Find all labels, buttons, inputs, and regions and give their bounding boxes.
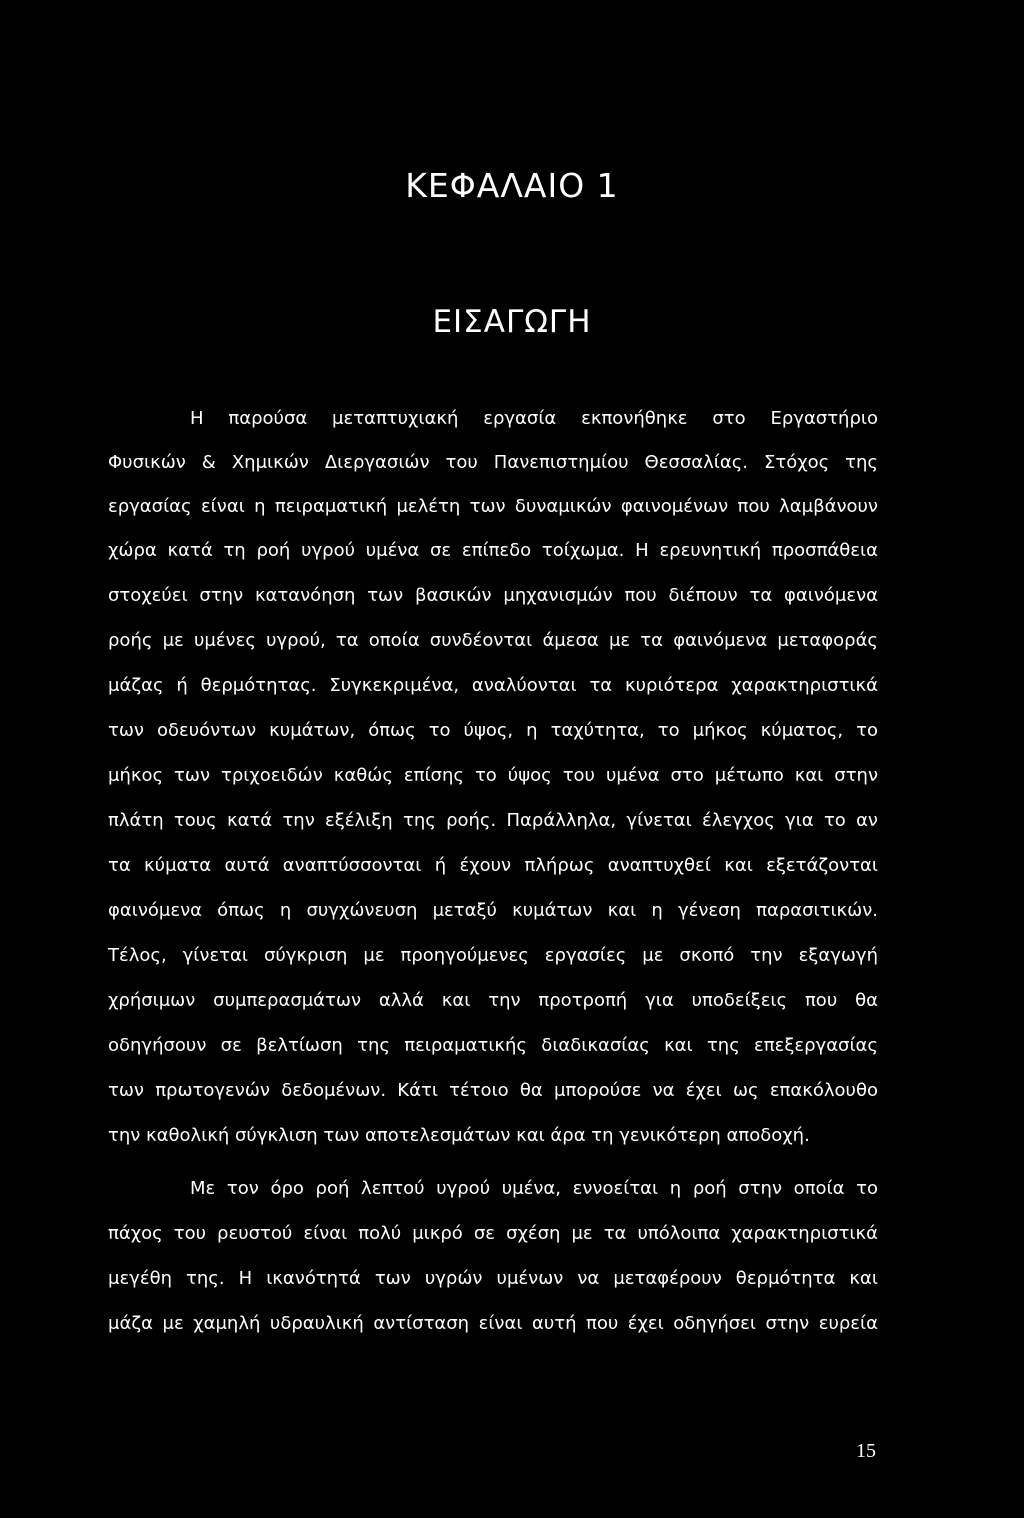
paragraph-line: πάχος του ρευστού είναι πολύ μικρό σε σχέση με τα υπόλοιπα χαρακτηριστικά (108, 1223, 878, 1244)
paragraph-line: των πρωτογενών δεδομένων. Κάτι τέτοιο θα μπορούσε να έχει ως επακόλουθο (108, 1080, 878, 1101)
paragraph-line: μάζα με χαμηλή υδραυλική αντίσταση είναι αυτή που έχει οδηγήσει στην ευρεία (108, 1313, 878, 1334)
paragraph-line: μεγέθη της. Η ικανότητά των υγρών υμένων να μεταφέρουν θερμότητα και (108, 1268, 878, 1289)
paragraph-line: των οδευόντων κυμάτων, όπως το ύψος, η ταχύτητα, το μήκος κύματος, το (108, 720, 878, 741)
paragraph-line: Τέλος, γίνεται σύγκριση με προηγούμενες εργασίες με σκοπό την εξαγωγή (108, 945, 878, 966)
paragraph-line: στοχεύει στην κατανόηση των βασικών μηχανισμών που διέπουν τα φαινόμενα (108, 585, 878, 606)
paragraph-line: την καθολική σύγκλιση των αποτελεσμάτων και άρα τη γενικότερη αποδοχή. (108, 1125, 810, 1146)
paragraph-line: ροής με υμένες υγρού, τα οποία συνδέονται άμεσα με τα φαινόμενα μεταφοράς (108, 630, 878, 651)
paragraph-line: μάζας ή θερμότητας. Συγκεκριμένα, αναλύονται τα κυριότερα χαρακτηριστικά (108, 675, 878, 696)
paragraph-line: φαινόμενα όπως η συγχώνευση μεταξύ κυμάτων και η γένεση παρασιτικών. (108, 900, 878, 921)
paragraph-line: μήκος των τριχοειδών καθώς επίσης το ύψος του υμένα στο μέτωπο και στην (108, 765, 878, 786)
page-number: 15 (856, 1440, 876, 1462)
paragraph-line: οδηγήσουν σε βελτίωση της πειραματικής διαδικασίας και της επεξεργασίας (108, 1035, 878, 1056)
paragraph-line: Με τον όρο ροή λεπτού υγρού υμένα, εννοείται η ροή στην οποία το (190, 1178, 878, 1199)
paragraph-line: Φυσικών & Χημικών Διεργασιών του Πανεπιστημίου Θεσσαλίας. Στόχος της (108, 452, 878, 473)
paragraph-line: Η παρούσα μεταπτυχιακή εργασία εκπονήθηκε στο Εργαστήριο (190, 408, 878, 429)
paragraph-line: εργασίας είναι η πειραματική μελέτη των δυναμικών φαινομένων που λαμβάνουν (108, 496, 878, 517)
paragraph-line: χρήσιμων συμπερασμάτων αλλά και την προτροπή για υποδείξεις που θα (108, 990, 878, 1011)
paragraph-line: χώρα κατά τη ροή υγρού υμένα σε επίπεδο τοίχωμα. Η ερευνητική προσπάθεια (108, 540, 878, 561)
chapter-heading: ΚΕΦΑΛΑΙΟ 1 (405, 166, 619, 205)
section-heading: ΕΙΣΑΓΩΓΗ (432, 304, 592, 340)
paragraph-line: πλάτη τους κατά την εξέλιξη της ροής. Παράλληλα, γίνεται έλεγχος για το αν (108, 810, 878, 831)
paragraph-line: τα κύματα αυτά αναπτύσσονται ή έχουν πλήρως αναπτυχθεί και εξετάζονται (108, 855, 878, 876)
